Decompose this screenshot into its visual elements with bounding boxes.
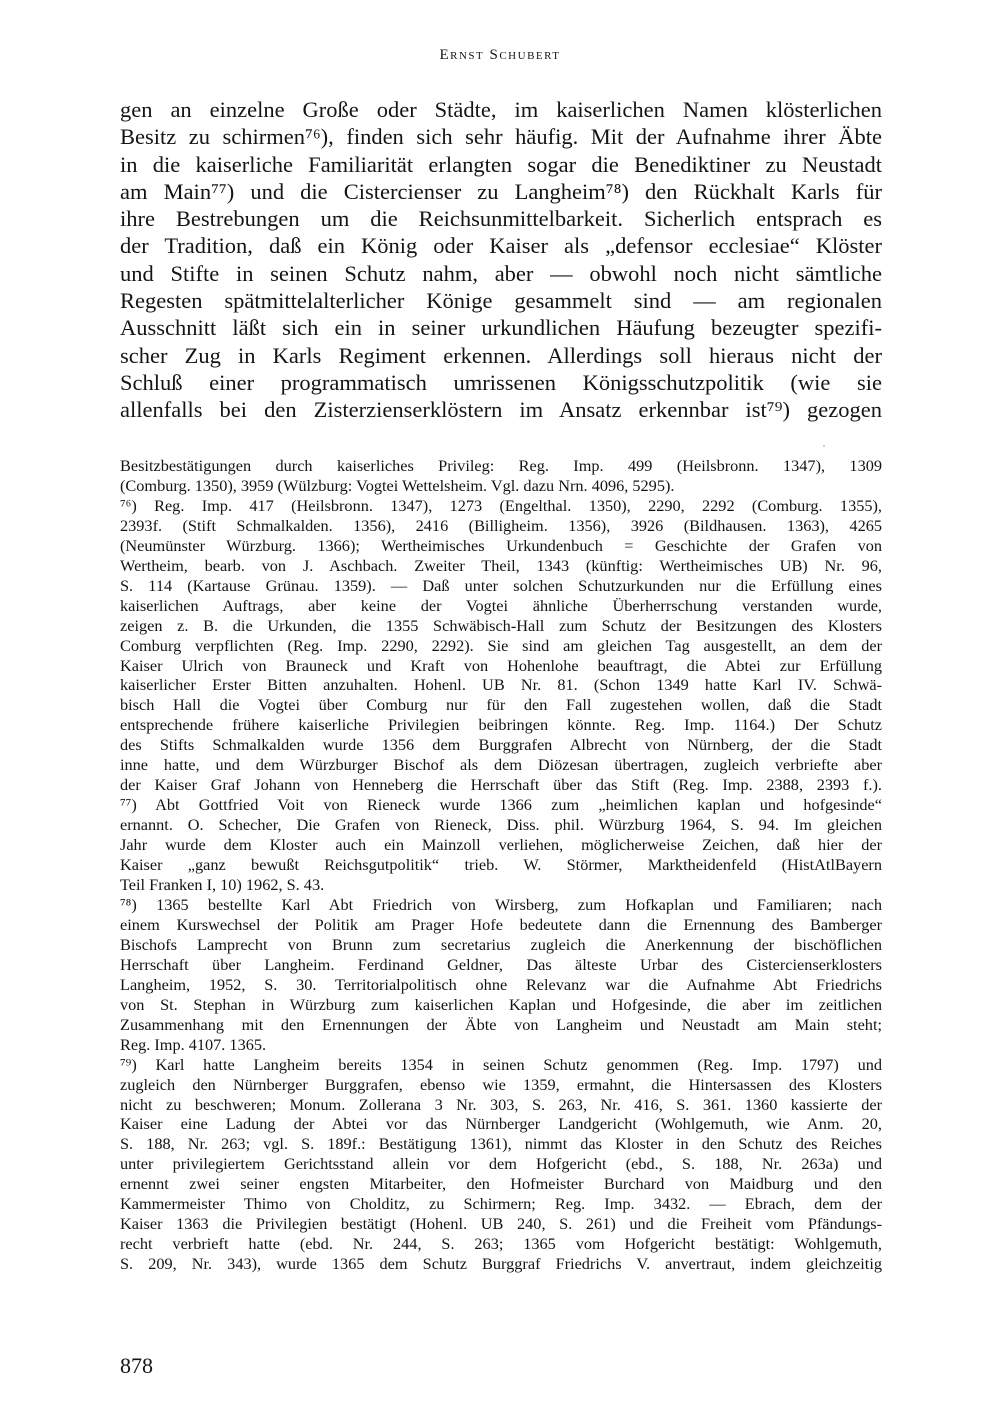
footnote-line: kaiserlicher Erster Bitten anzuhalten. Hohenl. UB Nr. 81. (Schon 1349 hatte Karl IV. Schwä- (120, 675, 882, 695)
footnote-line: recht verbrieft hatte (ebd. Nr. 244, S. 263; 1365 vom Hofgericht bestätigt: Wohlgemuth, (120, 1234, 882, 1254)
footnote-line: zugleich den Nürnberger Burggrafen, ebenso wie 1359, ermahnt, die Hintersassen des Klosters (120, 1074, 882, 1094)
main-text-line: Besitz zu schirmen⁷⁶), finden sich sehr häufig. Mit der Aufnahme ihrer Äbte (120, 124, 882, 150)
footnote-line: unter privilegiertem Gerichtsstand allein vor dem Hofgericht (ebd., S. 188, Nr. 263a) und (120, 1154, 882, 1174)
footnote-line: 2393f. (Stift Schmalkalden. 1356), 2416 (Billigheim. 1356), 3926 (Bildhausen. 1363), 4265 (120, 515, 882, 535)
footnote-line: Wertheim, bearb. von J. Aschbach. Zweiter Theil, 1343 (künftig: Wertheimisches UB) Nr. 96, (120, 555, 882, 575)
footnote-line: S. 188, Nr. 263; vgl. S. 189f.: Bestätigung 1361), nimmt das Kloster in den Schutz des Reiches (120, 1134, 882, 1154)
footnote-line: Kaiser eine Ladung der Abtei vor das Nürnberger Landgericht (Wohlgemuth, wie Anm. 20, (120, 1114, 882, 1134)
footnote-line: nicht zu beschweren; Monum. Zollerana 3 Nr. 303, S. 263, Nr. 416, S. 361. 1360 kassierte der (120, 1094, 882, 1114)
main-text-line: allenfalls bei den Zisterzienserklöstern im Ansatz erkennbar ist⁷⁹) gezogen (120, 397, 882, 423)
footnote-line: Kaiser „ganz bewußt Reichsgutpolitik“ trieb. W. Störmer, Marktheidenfeld (HistAtlBayern (120, 855, 882, 875)
page-number: 878 (120, 1353, 153, 1378)
footnote-line: Zusammenhang mit den Ernennungen der Äbte von Langheim und Neustadt am Main steht; (120, 1014, 882, 1034)
footnote-line: (Comburg. 1350), 3959 (Wülzburg: Vogtei Wettelsheim. Vgl. dazu Nrn. 4096, 5295). (120, 475, 675, 495)
main-text-line: am Main⁷⁷) und die Cistercienser zu Langheim⁷⁸) den Rückhalt Karls für (120, 178, 882, 204)
footnote-line: Kammermeister Thimo von Cholditz, zu Schirmern; Reg. Imp. 3432. — Ebrach, dem der (120, 1194, 882, 1214)
footnote-line: (Neumünster Würzburg. 1366); Wertheimisches Urkundenbuch = Geschichte der Grafen von (120, 535, 882, 555)
main-text-line: Ausschnitt läßt sich ein in seiner urkundlichen Häufung bezeugter spezifi- (120, 315, 882, 341)
footnote-line: der Kaiser Graf Johann von Henneberg die Herrschaft über das Stift (Reg. Imp. 2388, 2393 f.). (120, 775, 882, 795)
footnote-line: ⁷⁹) Karl hatte Langheim bereits 1354 in seinen Schutz genommen (Reg. Imp. 1797) und (120, 1054, 882, 1074)
main-text-line: in die kaiserliche Familiarität erlangten sogar die Benediktiner zu Neustadt (120, 151, 882, 177)
footnotes (120, 456, 882, 1274)
running-head (0, 47, 1000, 64)
footnote-line: S. 209, Nr. 343), wurde 1365 dem Schutz Burggraf Friedrichs V. anvertraut, indem gleichzeitig (120, 1254, 882, 1274)
footnote-line: Bischofs Lamprecht von Brunn zum secretarius zugleich die Anerkennung der bischöflichen (120, 934, 882, 954)
footnote-line: bisch Hall die Vogtei über Comburg nur für den Fall zugestehen wollen, daß die Stadt (120, 695, 882, 715)
footnote-line: ⁷⁶) Reg. Imp. 417 (Heilsbronn. 1347), 1273 (Engelthal. 1350), 2290, 2292 (Comburg. 1355), (120, 495, 882, 515)
footnote-line: Besitzbestätigungen durch kaiserliches Privileg: Reg. Imp. 499 (Heilsbronn. 1347), 1309 (120, 456, 882, 475)
footnote-line: Jahr wurde dem Kloster auch ein Mainzoll verliehen, möglicherweise Zeichen, daß hier der (120, 835, 882, 855)
footnote-line: Kaiser Ulrich von Brauneck und Kraft von Hohenlohe beauftragt, die Abtei zur Erfüllung (120, 655, 882, 675)
running-head-text: Ernst Schubert (439, 47, 561, 63)
footnote-line: ernannt. O. Schecher, Die Grafen von Rieneck, Diss. phil. Würzburg 1964, S. 94. Im gleichen (120, 815, 882, 835)
footnote-line: Kaiser 1363 die Privilegien bestätigt (Hohenl. UB 240, S. 261) und die Freiheit vom Pfändungs- (120, 1214, 882, 1234)
main-text-line: Schluß einer programmatisch umrissenen Königsschutzpolitik (wie sie (120, 369, 882, 395)
footnote-line: einem Kurswechsel der Politik am Prager Hofe bedeutete dann die Ernennung des Bamberger (120, 914, 882, 934)
main-text-line: ihre Bestrebungen um die Reichsunmittelbarkeit. Sicherlich entsprach es (120, 206, 882, 232)
footnote-line: entsprechende frühere kaiserliche Privilegien beibringen könnte. Reg. Imp. 1164.) Der Schutz (120, 715, 882, 735)
main-text-line: der Tradition, daß ein König oder Kaiser als „defensor ecclesiae“ Klöster (120, 233, 882, 259)
footnote-line: Herrschaft über Langheim. Ferdinand Geldner, Das älteste Urbar des Cistercienserklosters (120, 954, 882, 974)
footnote-line: Teil Franken I, 10) 1962, S. 43. (120, 875, 325, 895)
main-text-line: Regesten spätmittelalterlicher Könige gesammelt sind — am regionalen (120, 288, 882, 314)
footnote-line: Comburg verpflichten (Reg. Imp. 2290, 2292). Sie sind am gleichen Tag ausgestellt, an dem der (120, 635, 882, 655)
footnote-line: Langheim, 1952, S. 30. Territorialpolitisch ohne Relevanz war die Aufnahme Abt Friedrichs (120, 974, 882, 994)
footnote-line: von St. Stephan in Würzburg zum kaiserlichen Kaplan und Hofgesinde, die aber im zeitlichen (120, 994, 882, 1014)
main-text-line: scher Zug in Karls Regiment erkennen. Allerdings soll hieraus nicht der (120, 342, 882, 368)
footnote-line: ernennt zwei seiner engsten Mitarbeiter, den Hofmeister Burchard von Maidburg und den (120, 1174, 882, 1194)
footnote-line: S. 114 (Kartause Grünau. 1359). — Daß unter solchen Schutzurkunden nur die Erfüllung eines (120, 575, 882, 595)
footnote-line: ⁷⁸) 1365 bestellte Karl Abt Friedrich von Wirsberg, zum Hofkaplan und Familiaren; nach (120, 894, 882, 914)
footnote-line: kaiserlichen Auftrags, aber keine der Vogtei ähnliche Überherrschung verstanden wurde, (120, 595, 882, 615)
specks (823, 445, 825, 447)
main-text (120, 96, 882, 424)
footnote-line: des Stifts Schmalkalden wurde 1356 dem Burggrafen Albrecht von Nürnberg, der die Stadt (120, 735, 882, 755)
main-text-line: und Stifte in seinen Schutz nahm, aber — obwohl noch nicht sämtliche (120, 260, 882, 286)
footnote-line: inne hatte, und dem Würzburger Bischof als dem Diözesan übertragen, zugleich verbriefte aber (120, 755, 882, 775)
footnote-line: Reg. Imp. 4107. 1365. (120, 1034, 267, 1054)
footnote-line: ⁷⁷) Abt Gottfried Voit von Rieneck wurde 1366 zum „heimlichen kaplan und hofgesinde“ (120, 795, 882, 815)
footnote-line: zeigen z. B. die Urkunden, die 1355 Schwäbisch-Hall zum Schutz der Besitzungen des Klosters (120, 615, 882, 635)
main-text-line: gen an einzelne Große oder Städte, im kaiserlichen Namen klösterlichen (120, 97, 882, 122)
